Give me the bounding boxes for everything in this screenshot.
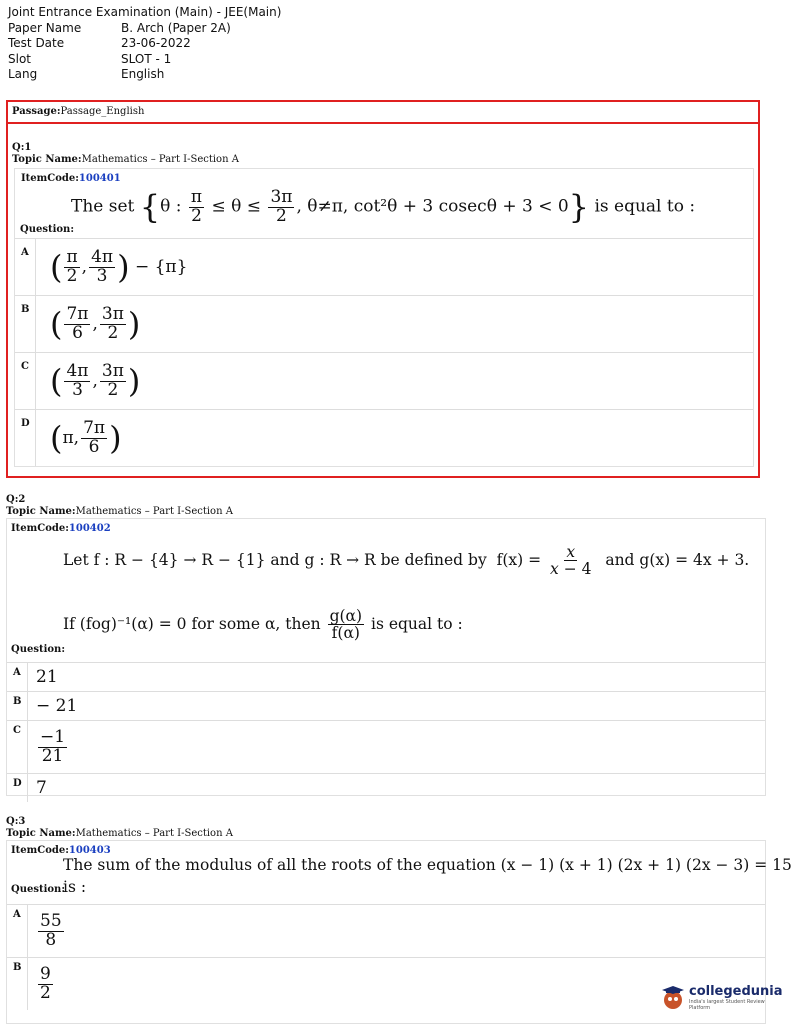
q2-option-d[interactable]: D 7 <box>7 773 765 802</box>
exam-title: Joint Entrance Examination (Main) - JEE(Main) <box>8 5 282 19</box>
q3-item <box>6 840 792 1024</box>
q2-number: Q:2 <box>6 494 26 505</box>
q1-option-b[interactable]: B ( $\frac{7\pi}{6}$ , $\frac{3\pi}{2}$ ) <box>15 295 753 352</box>
q2-option-b[interactable]: B − 21 <box>7 691 765 720</box>
collegedunia-logo <box>660 984 783 1011</box>
mascot-icon <box>660 985 686 1011</box>
logo-tagline: India's largest Student Review Platform <box>689 999 765 1011</box>
q1-option-c[interactable]: C ( $\frac{4\pi}{3}$ , $\frac{3\pi}{2}$ ) <box>15 352 753 409</box>
q1-question-text: The set {θ : $\frac{\pi}{2}$ ≤ θ ≤ $\frac{3\pi}{2}$ , θ≠π, cot²θ + 3 cosecθ + 3 < 0} is equal to : <box>71 186 696 226</box>
q2-itemcode: ItemCode:100402 <box>11 523 111 534</box>
q1-question: Question: The set {θ : $\frac{\pi}{2}$ ≤ θ ≤ $\frac{3\pi}{2}$ , θ≠π, cot²θ + 3 cosecθ + 3 < 0} is equal to : <box>20 186 696 235</box>
q2-block <box>6 494 766 796</box>
header-row-paper: Paper Name B. Arch (Paper 2A) <box>8 20 231 35</box>
q1-block <box>8 124 758 467</box>
q2-topic: Topic Name:Mathematics – Part I-Section A <box>6 506 233 517</box>
q3-block <box>6 816 792 1024</box>
q1-itemcode: ItemCode:100401 <box>21 173 121 184</box>
q1-topic: Topic Name:Mathematics – Part I-Section A <box>12 154 239 165</box>
q3-itemcode: ItemCode:100403 <box>11 845 111 856</box>
q2-item <box>6 518 766 796</box>
exam-header <box>8 5 281 83</box>
header-row-slot: Slot SLOT - 1 <box>8 51 172 66</box>
header-row-lang: Lang English <box>8 67 165 81</box>
q3-question: The sum of the modulus of all the roots of the equation (x − 1) (x + 1) (2x + 1) (2x − 3) = 15 is : Question: <box>11 856 792 896</box>
header-row-date: Test Date 23-06-2022 <box>8 36 191 50</box>
q2-option-a[interactable]: A 21 <box>7 662 765 691</box>
q3-option-b[interactable]: B $\frac{9}{2}$ <box>7 957 765 1010</box>
q1-number: Q:1 <box>12 142 32 153</box>
q2-option-c[interactable]: C $\frac{-1}{21}$ <box>7 720 765 773</box>
q1-option-d[interactable]: D ( π, $\frac{7\pi}{6}$ ) <box>15 409 753 466</box>
q2-question: Let f : R − {4} → R − {1} and g : R → R be defined by f(x) = $\frac{x}{x - 4}$ and g(x) = 4x + 3. If (fog)⁻¹(α) = 0 for some α, then $\frac{g(\alpha)}{f(\alpha)}$ is equal to : Question: <box>11 543 750 655</box>
passage-row: Passage:Passage_English <box>8 102 758 124</box>
q3-number: Q:3 <box>6 816 26 827</box>
q1-item <box>14 168 754 467</box>
q1-option-a[interactable]: A ( $\frac{\pi}{2}$ , $\frac{4\pi}{3}$ ) − {π} <box>15 238 753 295</box>
passage-section <box>6 100 760 478</box>
logo-name: collegedunia <box>689 984 783 999</box>
q3-option-a[interactable]: A $\frac{55}{8}$ <box>7 904 765 957</box>
q3-topic: Topic Name:Mathematics – Part I-Section A <box>6 828 233 839</box>
